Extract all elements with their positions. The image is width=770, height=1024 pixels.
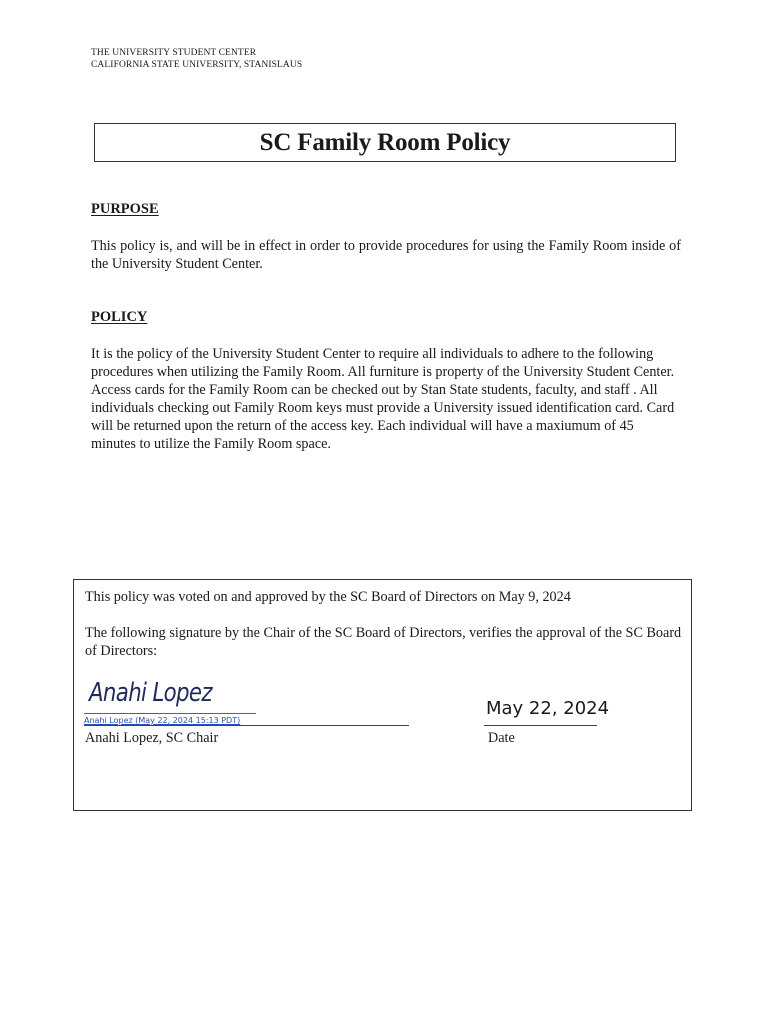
page-title: SC Family Room Policy bbox=[259, 128, 511, 156]
header-institution-line1: THE UNIVERSITY STUDENT CENTER bbox=[91, 48, 257, 58]
signer-label: Anahi Lopez, SC Chair bbox=[85, 730, 219, 746]
date-label: Date bbox=[488, 730, 515, 746]
purpose-text: This policy is, and will be in effect in order to provide procedures for using the Family Room inside of the University Student Center. bbox=[91, 238, 681, 272]
handwritten-signature: Anahi Lopez bbox=[89, 678, 212, 708]
approval-box bbox=[73, 579, 692, 811]
title-box bbox=[94, 123, 676, 162]
policy-text: It is the policy of the University Student Center to require all individuals to adhere to the following procedures when utilizing the Family Room. All furniture is property of the University Student Center. Access cards for the Family Room can be checked out by Stan State students, faculty, and staff . All individuals checking out Family Room keys must provide a University issued identification card. Card will be returned upon the return of the access key. Each individual will have a maxiumum of 45 minutes to utilize the Family Room space. bbox=[91, 346, 675, 452]
signature-line bbox=[84, 725, 409, 726]
approval-signature-text: The following signature by the Chair of the SC Board of Directors, verifies the approval of the SC Board of Directors: bbox=[85, 625, 682, 659]
date-line bbox=[484, 725, 597, 726]
signature-underline bbox=[84, 713, 256, 714]
approval-voted-text: This policy was voted on and approved by the SC Board of Directors on May 9, 2024 bbox=[85, 589, 571, 605]
purpose-heading: PURPOSE bbox=[91, 201, 159, 217]
policy-heading: POLICY bbox=[91, 309, 148, 325]
header-institution-line2: CALIFORNIA STATE UNIVERSITY, STANISLAUS bbox=[91, 60, 303, 70]
signature-date-value: May 22, 2024 bbox=[486, 698, 610, 719]
signature-timestamp-link[interactable]: Anahi Lopez (May 22, 2024 15:13 PDT) bbox=[84, 716, 241, 725]
